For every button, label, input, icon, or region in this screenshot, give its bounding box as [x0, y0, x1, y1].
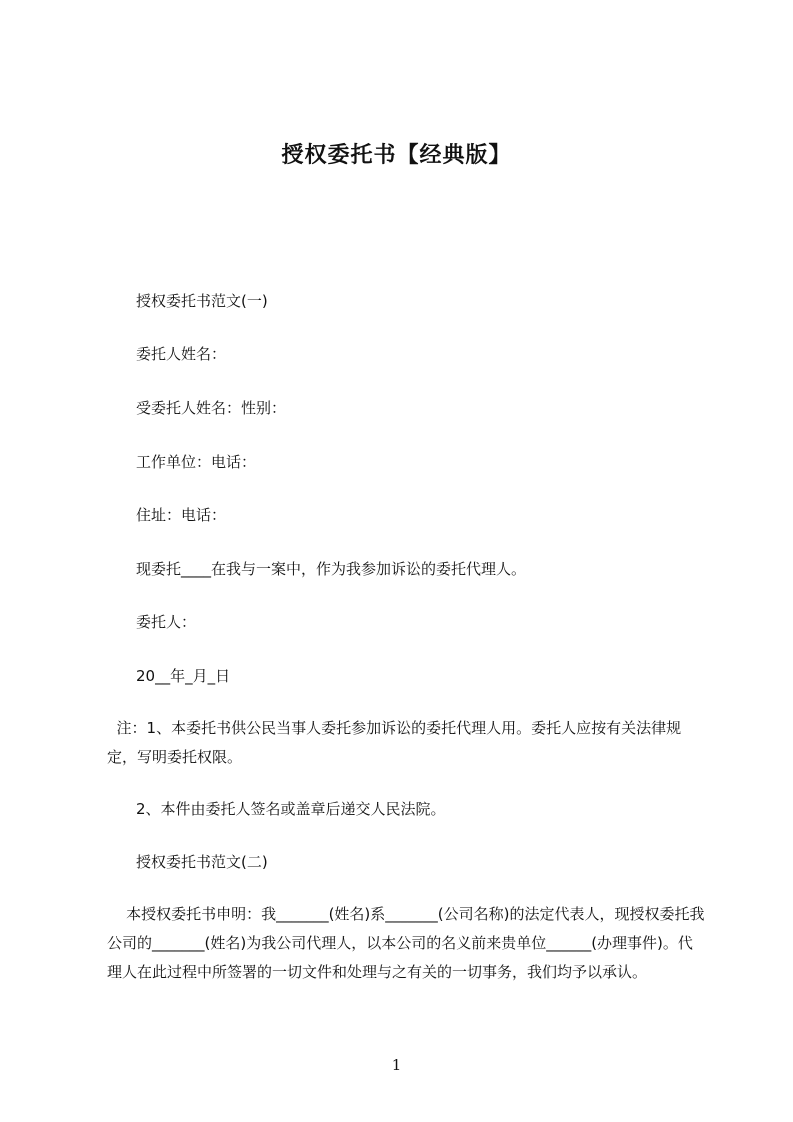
- principal-name-line: 委托人姓名：: [136, 345, 227, 363]
- principal-signature-line: 委托人：: [136, 613, 197, 631]
- note-item-two-line: 2、本件由委托人签名或盖章后递交人民法院。: [136, 800, 446, 818]
- section-heading-sample-one: 授权委托书范文(一): [136, 292, 268, 310]
- note-paragraph: 注：1、本委托书供公民当事人委托参加诉讼的委托代理人用。委托人应按有关法律规定，写明委托权限。: [107, 719, 682, 766]
- page-number: 1: [391, 1056, 402, 1074]
- work-unit-phone-line: 工作单位：电话：: [136, 453, 257, 471]
- entrustment-statement-line: 现委托____在我与一案中，作为我参加诉讼的委托代理人。: [136, 560, 527, 578]
- declaration-paragraph: 本授权委托书申明：我_______(姓名)系_______(公司名称)的法定代表人，现授权委托我公司的_______(姓名)为我公司代理人，以本公司的名义前来贵单位______(办理事件)。代理人在此过程中所签署的一切文件和处理与之有关的一切事务，我们均予以承认。: [107, 905, 705, 981]
- date-line: 20__年_月_日: [136, 667, 231, 685]
- section-heading-sample-two: 授权委托书范文(二): [136, 853, 268, 871]
- agent-name-gender-line: 受委托人姓名：性别：: [136, 399, 287, 417]
- address-phone-line: 住址：电话：: [136, 506, 227, 524]
- document-title: 授权委托书【经典版】: [281, 143, 512, 168]
